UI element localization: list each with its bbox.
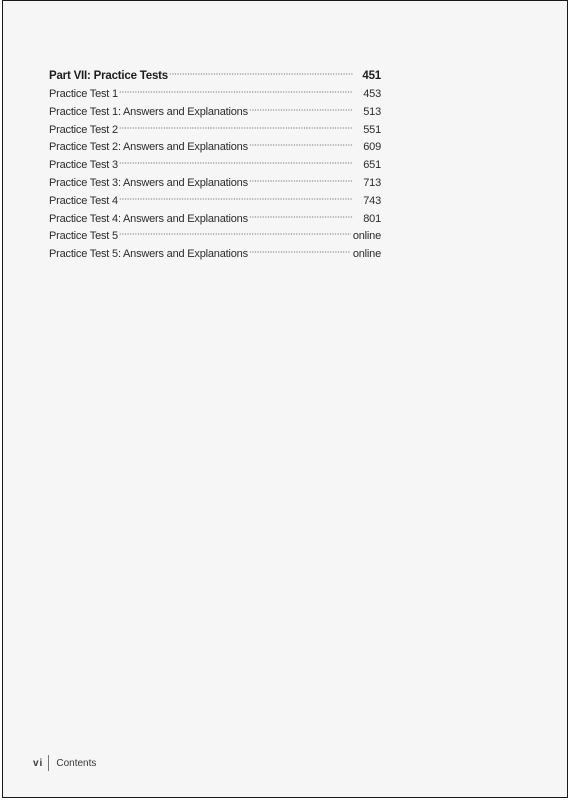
toc-entry-page: 801 bbox=[363, 212, 381, 225]
dot-leader bbox=[119, 161, 353, 165]
dot-leader bbox=[249, 250, 351, 254]
dot-leader bbox=[119, 90, 353, 94]
page-footer bbox=[33, 753, 96, 773]
table-of-contents bbox=[49, 67, 381, 264]
toc-entry-page: online bbox=[352, 248, 381, 261]
dot-leader bbox=[249, 108, 353, 112]
toc-entry-title: Practice Test 1 bbox=[49, 88, 118, 100]
toc-entry bbox=[49, 246, 381, 264]
dot-leader bbox=[249, 179, 353, 183]
dot-leader bbox=[119, 232, 351, 236]
toc-entry-title: Practice Test 4 bbox=[49, 194, 118, 207]
toc-entry-page: 651 bbox=[363, 159, 381, 172]
footer-divider bbox=[48, 755, 49, 771]
dot-leader bbox=[249, 143, 353, 147]
toc-entry-page: 609 bbox=[363, 141, 381, 154]
toc-entry-title: Practice Test 5 bbox=[49, 230, 118, 243]
dot-leader bbox=[119, 197, 353, 201]
toc-entry-page: 713 bbox=[363, 176, 381, 189]
toc-entry bbox=[49, 228, 381, 246]
toc-entry-title: Practice Test 3: Answers and Explanations bbox=[49, 176, 248, 189]
toc-entry bbox=[49, 122, 381, 140]
toc-entry-page: 513 bbox=[363, 105, 381, 118]
dot-leader bbox=[119, 126, 353, 130]
toc-entry bbox=[49, 157, 381, 175]
toc-entry bbox=[49, 211, 381, 229]
toc-entry-page: 451 bbox=[362, 70, 381, 82]
toc-entry-page: 743 bbox=[363, 194, 381, 207]
toc-entry bbox=[49, 193, 381, 211]
toc-entry-title: Practice Test 2: Answers and Explanations bbox=[49, 141, 248, 154]
toc-entry-title: Practice Test 2 bbox=[49, 123, 118, 136]
toc-entry-title: Practice Test 1: Answers and Explanations bbox=[49, 105, 248, 118]
page-sheet bbox=[2, 0, 568, 798]
page-number: vi bbox=[33, 757, 44, 769]
toc-entry-title: Part VII: Practice Tests bbox=[49, 70, 168, 82]
toc-entry-page: 551 bbox=[363, 123, 381, 136]
toc-entry-title: Practice Test 4: Answers and Explanations bbox=[49, 212, 248, 225]
toc-entry bbox=[49, 86, 381, 104]
dot-leader bbox=[249, 215, 353, 219]
toc-entry-page: online bbox=[352, 230, 381, 243]
toc-entry-page: 453 bbox=[363, 88, 381, 100]
toc-entry bbox=[49, 139, 381, 157]
toc-part-heading bbox=[49, 67, 381, 86]
running-footer-section: Contents bbox=[56, 757, 97, 769]
toc-entry bbox=[49, 175, 381, 193]
toc-entry-title: Practice Test 5: Answers and Explanations bbox=[49, 248, 248, 261]
toc-entry-title: Practice Test 3 bbox=[49, 159, 118, 172]
dot-leader bbox=[169, 72, 353, 76]
toc-entry bbox=[49, 104, 381, 122]
